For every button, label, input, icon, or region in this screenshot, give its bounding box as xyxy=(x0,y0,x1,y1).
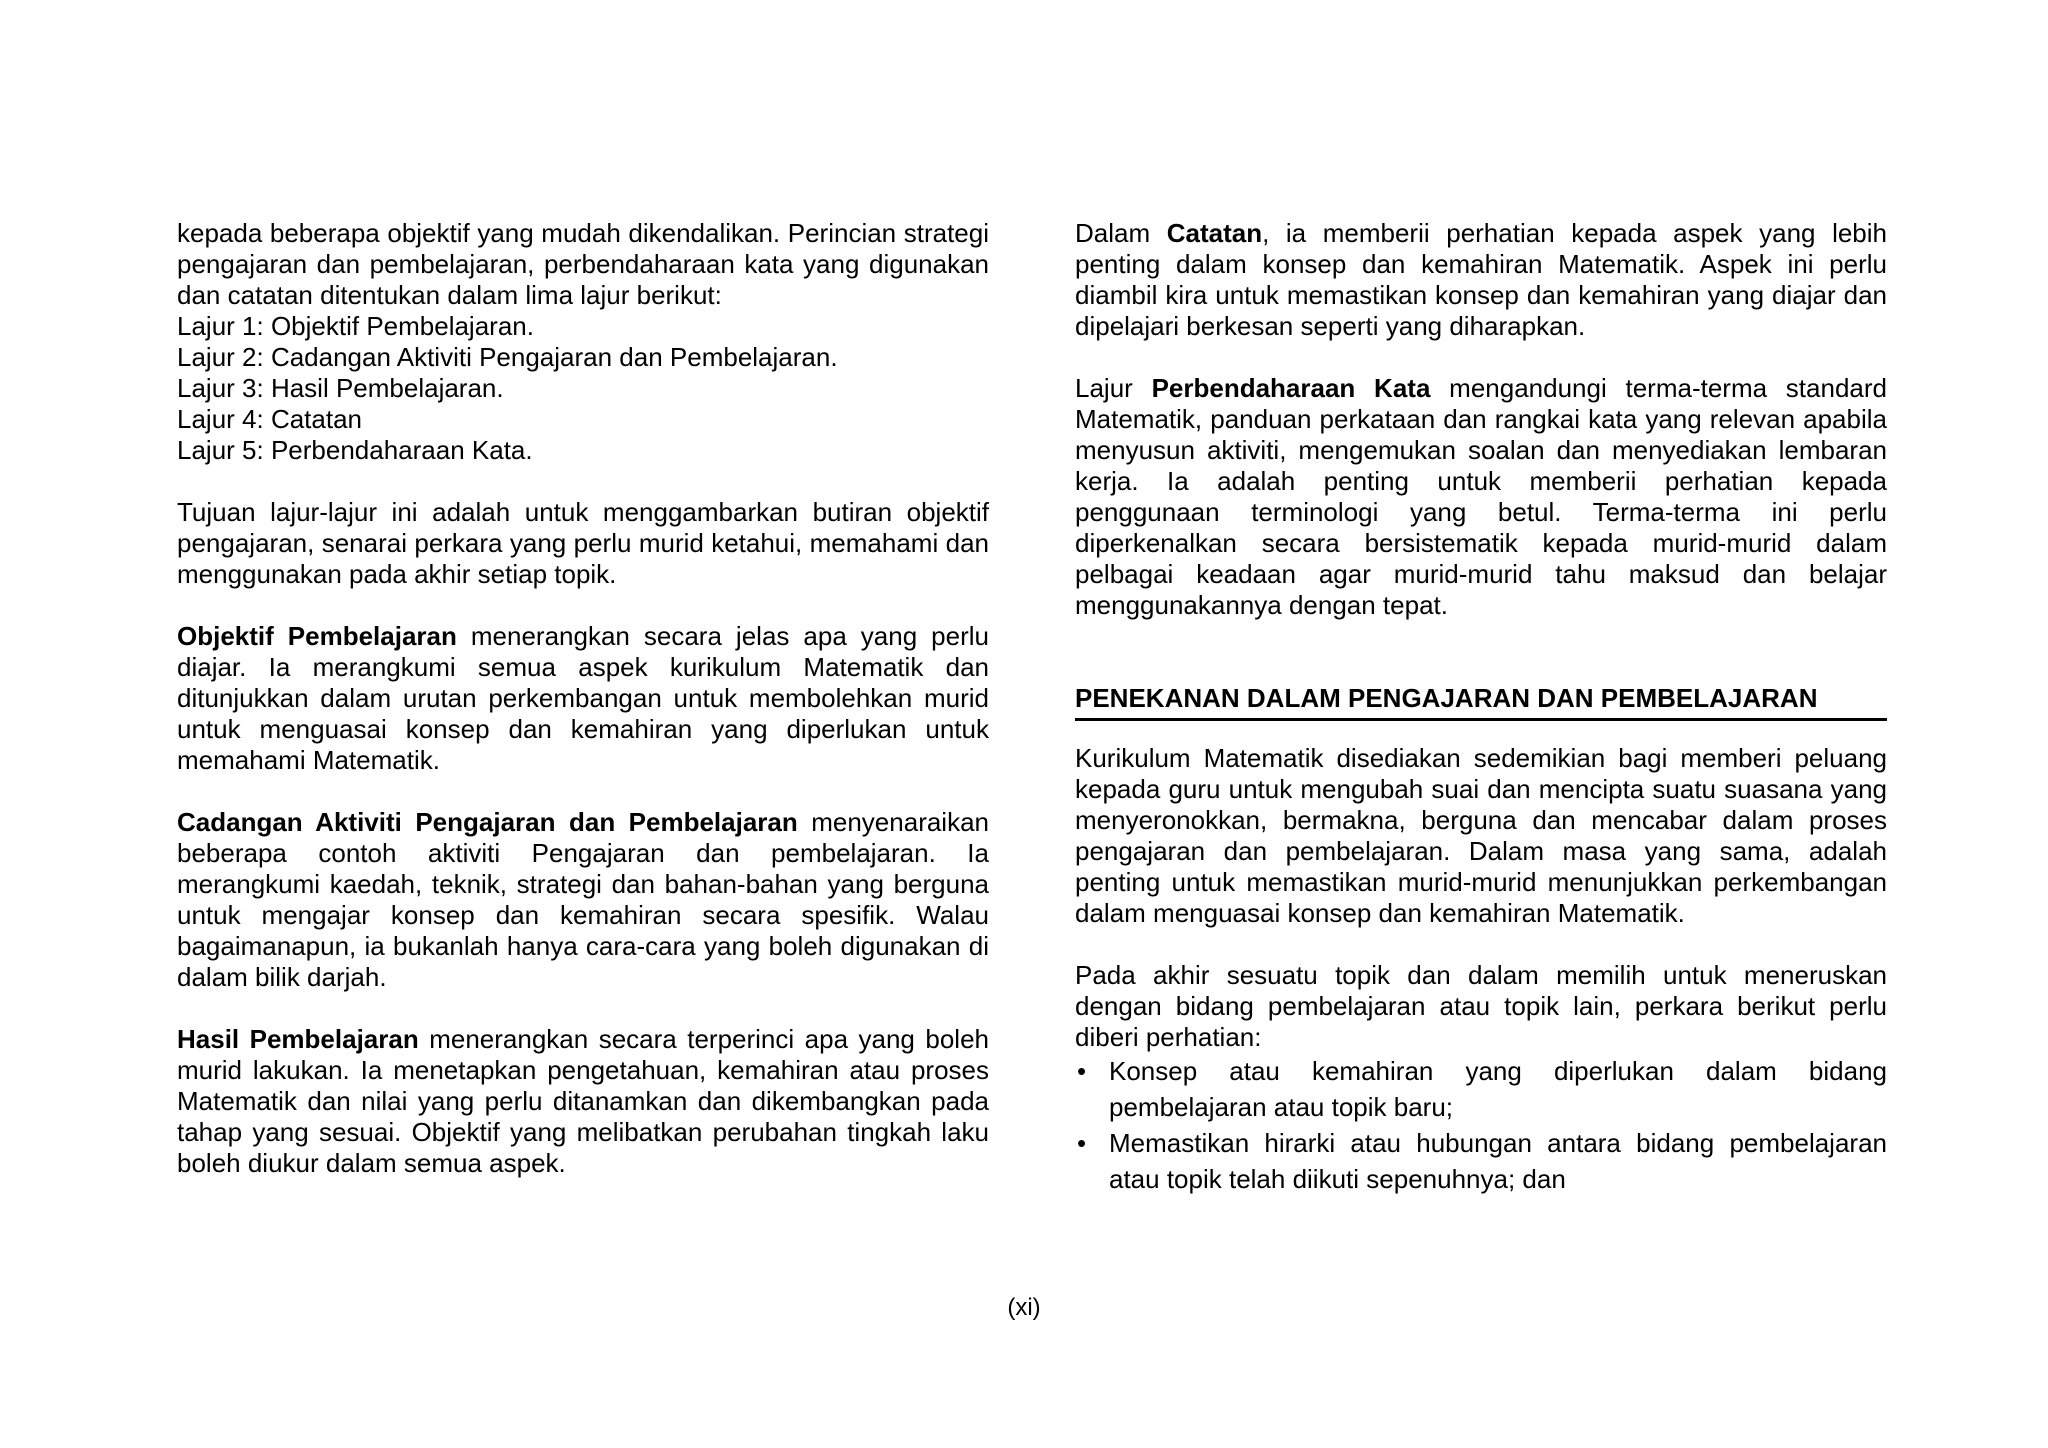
hasil-description: menerangkan secara terperinci apa yang boleh murid lakukan. Ia menetapkan pengetahuan, kemahiran atau proses Matematik dan nilai yang perlu ditanamkan dan dikembangkan pada tahap yang sesuai. Objektif yang melibatkan perubahan tingkah laku boleh diukur dalam semua aspek. xyxy=(177,1024,989,1178)
objektif-description: menerangkan secara jelas apa yang perlu diajar. Ia merangkumi semua aspek kurikulum Matematik dan ditunjukkan dalam urutan perkembangan untuk membolehkan murid untuk menguasai konsep dan kemahiran yang diperlukan untuk memahami Matematik. xyxy=(177,621,989,775)
catatan-paragraph xyxy=(1075,218,1887,342)
lajur-item: Lajur 2: Cadangan Aktiviti Pengajaran dan Pembelajaran. xyxy=(177,342,838,372)
cadangan-term: Cadangan Aktiviti Pengajaran dan Pembelajaran xyxy=(177,807,798,837)
cadangan-paragraph xyxy=(177,807,989,993)
lajur-item: Lajur 1: Objektif Pembelajaran. xyxy=(177,311,534,341)
lajur-item: Lajur 5: Perbendaharaan Kata. xyxy=(177,435,533,465)
catatan-description: , ia memberii perhatian kepada aspek yang lebih penting dalam konsep dan kemahiran Matematik. Aspek ini perlu diambil kira untuk memastikan konsep dan kemahiran yang diajar dan dipelajari berkesan seperti yang diharapkan. xyxy=(1075,218,1888,341)
perbendaharaan-paragraph xyxy=(1075,373,1887,621)
bullet-icon: • xyxy=(1077,1128,1087,1158)
bullet-item xyxy=(1075,1125,1887,1197)
objektif-term: Objektif Pembelajaran xyxy=(177,621,457,651)
cadangan-description: menyenaraikan beberapa contoh aktiviti Pengajaran dan pembelajaran. Ia merangkumi kaedah, teknik, strategi dan bahan-bahan yang berguna untuk mengajar konsep dan kemahiran secara spesifik. Walau bagaimanapun, ia bukanlah hanya cara-cara yang boleh digunakan di dalam bilik darjah. xyxy=(177,807,990,992)
lajur-item: Lajur 4: Catatan xyxy=(177,404,363,434)
left-column xyxy=(177,218,989,1210)
perbendaharaan-description: mengandungi terma-terma standard Matematik, panduan perkataan dan rangkai kata yang relevan apabila menyusun aktiviti, mengemukan soalan dan menyediakan lembaran kerja. Ia adalah penting untuk memberii perhatian kepada penggunaan terminologi yang betul. Terma-terma ini perlu diperkenalkan secara bersistematik kepada murid-murid dalam pelbagai keadaan agar murid-murid tahu maksud dan belajar menggunakannya dengan tepat. xyxy=(1075,373,1887,620)
purpose-paragraph: Tujuan lajur-lajur ini adalah untuk menggambarkan butiran objektif pengajaran, senarai perkara yang perlu murid ketahui, memahami dan menggunakan pada akhir setiap topik. xyxy=(177,497,989,589)
perbendaharaan-term: Perbendaharaan Kata xyxy=(1151,373,1431,403)
perbendaharaan-prefix: Lajur xyxy=(1075,373,1152,403)
bullet-text: Konsep atau kemahiran yang diperlukan dalam bidang pembelajaran atau topik baru; xyxy=(1109,1056,1887,1122)
lajur-item: Lajur 3: Hasil Pembelajaran. xyxy=(177,373,504,403)
hasil-paragraph xyxy=(177,1024,989,1179)
hasil-term: Hasil Pembelajaran xyxy=(177,1024,419,1054)
lajur-list xyxy=(177,311,989,466)
catatan-prefix: Dalam xyxy=(1075,218,1167,248)
section-heading: PENEKANAN DALAM PENGAJARAN DAN PEMBELAJARAN xyxy=(1075,683,1887,721)
bullet-text: Memastikan hirarki atau hubungan antara bidang pembelajaran atau topik telah diikuti sepenuhnya; dan xyxy=(1109,1128,1887,1194)
akhir-topik-paragraph: Pada akhir sesuatu topik dan dalam memilih untuk meneruskan dengan bidang pembelajaran atau topik lain, perkara berikut perlu diberi perhatian: xyxy=(1075,960,1887,1052)
bullet-item xyxy=(1075,1053,1887,1125)
bullet-list xyxy=(1075,1053,1887,1197)
catatan-term: Catatan xyxy=(1166,218,1263,248)
page-number: (xi) xyxy=(1007,1294,1041,1321)
bullet-icon: • xyxy=(1077,1056,1087,1086)
objektif-paragraph xyxy=(177,621,989,776)
intro-paragraph: kepada beberapa objektif yang mudah dikendalikan. Perincian strategi pengajaran dan pembelajaran, perbendaharaan kata yang digunakan dan catatan ditentukan dalam lima lajur berikut: xyxy=(177,218,989,310)
right-column xyxy=(1075,218,1887,1197)
kurikulum-paragraph: Kurikulum Matematik disediakan sedemikian bagi memberi peluang kepada guru untuk mengubah suai dan mencipta suatu suasana yang menyeronokkan, bermakna, berguna dan mencabar dalam proses pengajaran dan pembelajaran. Dalam masa yang sama, adalah penting untuk memastikan murid-murid menunjukkan perkembangan dalam menguasai konsep dan kemahiran Matematik. xyxy=(1075,743,1887,928)
